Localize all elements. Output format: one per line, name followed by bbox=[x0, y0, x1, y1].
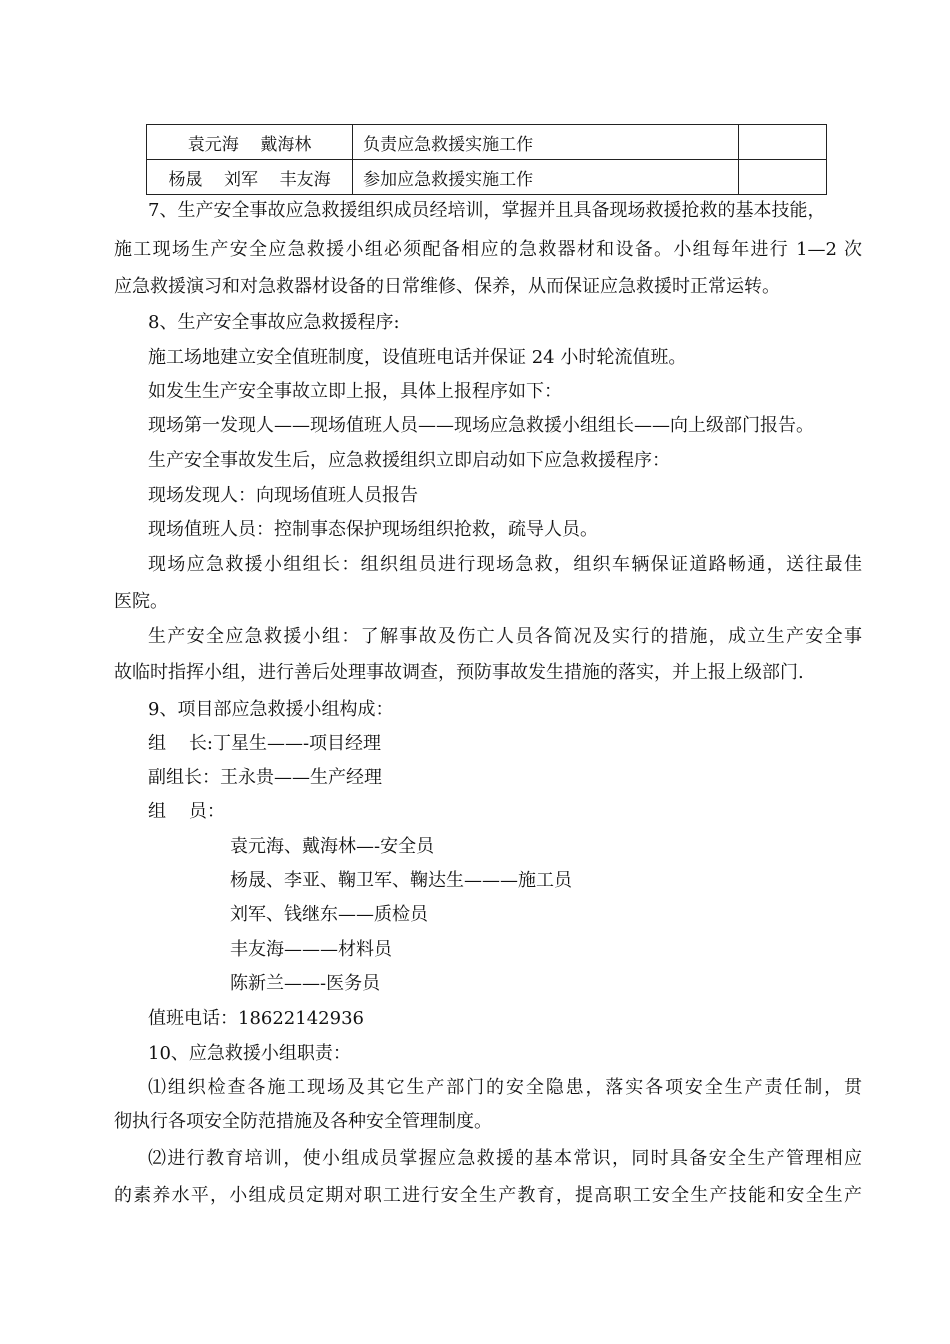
paragraph-line: 副组长：王永贵——生产经理 bbox=[148, 767, 382, 788]
list-item: 丰友海———材料员 bbox=[230, 939, 392, 960]
list-item: 刘军、钱继东——质检员 bbox=[230, 904, 428, 925]
paragraph-line: 医院。 bbox=[114, 591, 168, 612]
paragraph-line: 值班电话：18622142936 bbox=[148, 1008, 364, 1029]
duty-table bbox=[146, 124, 827, 195]
table-cell-duty: 负责应急救援实施工作 bbox=[353, 125, 739, 160]
paragraph-line: 现场值班人员：控制事态保护现场组织抢救，疏导人员。 bbox=[148, 519, 598, 540]
paragraph-line: 现场第一发现人——现场值班人员——现场应急救援小组组长——向上级部门报告。 bbox=[148, 415, 814, 436]
paragraph-line: 彻执行各项安全防范措施及各种安全管理制度。 bbox=[114, 1111, 492, 1132]
table-cell-duty: 参加应急救援实施工作 bbox=[353, 160, 739, 195]
paragraph-line: 如发生生产安全事故立即上报，具体上报程序如下： bbox=[148, 381, 562, 402]
list-item: 袁元海、戴海林—-安全员 bbox=[230, 836, 435, 857]
table-row bbox=[147, 160, 827, 195]
paragraph-line: 施工场地建立安全值班制度，设值班电话并保证 24 小时轮流值班。 bbox=[148, 347, 687, 368]
paragraph-line: 7、生产安全事故应急救援组织成员经培训，掌握并且具备现场救援抢救的基本技能， bbox=[148, 200, 826, 221]
paragraph-line: 应急救援演习和对急救器材设备的日常维修、保养，从而保证应急救援时正常运转。 bbox=[114, 276, 780, 297]
table-row bbox=[147, 125, 827, 160]
paragraph-line: 生产安全事故发生后，应急救援组织立即启动如下应急救援程序： bbox=[148, 450, 670, 471]
paragraph-line: 施工现场生产安全应急救援小组必须配备相应的急救器材和设备。小组每年进行 1—2 次 bbox=[114, 239, 862, 260]
paragraph-line: 现场发现人：向现场值班人员报告 bbox=[148, 485, 418, 506]
paragraph-line: 现场应急救援小组组长：组织组员进行现场急救，组织车辆保证道路畅通，送往最佳 bbox=[148, 554, 862, 575]
paragraph-line: ⑴组织检查各施工现场及其它生产部门的安全隐患，落实各项安全生产责任制，贯 bbox=[148, 1077, 862, 1098]
section-heading: 10、应急救援小组职责： bbox=[148, 1043, 351, 1064]
table-cell-names: 袁元海 戴海林 bbox=[147, 125, 353, 160]
paragraph-line: ⑵进行教育培训，使小组成员掌握应急救援的基本常识，同时具备安全生产管理相应 bbox=[148, 1148, 862, 1169]
paragraph-line: 故临时指挥小组，进行善后处理事故调查，预防事故发生措施的落实，并上报上级部门. bbox=[114, 662, 804, 683]
section-heading: 8、生产安全事故应急救援程序: bbox=[148, 312, 400, 333]
paragraph-line: 组 长:丁星生——-项目经理 bbox=[148, 733, 382, 754]
list-item: 陈新兰——-医务员 bbox=[230, 973, 381, 994]
paragraph-line: 组 员： bbox=[148, 801, 225, 822]
paragraph-line: 的素养水平，小组成员定期对职工进行安全生产教育，提高职工安全生产技能和安全生产 bbox=[114, 1185, 862, 1206]
section-heading: 9、项目部应急救援小组构成： bbox=[148, 699, 394, 720]
list-item: 杨晟、李亚、鞠卫军、鞠达生———施工员 bbox=[230, 870, 572, 891]
table-cell-note bbox=[738, 125, 826, 160]
paragraph-line: 生产安全应急救援小组：了解事故及伤亡人员各简况及实行的措施，成立生产安全事 bbox=[148, 626, 862, 647]
table-cell-note bbox=[738, 160, 826, 195]
table-cell-names: 杨晟 刘军 丰友海 bbox=[147, 160, 353, 195]
